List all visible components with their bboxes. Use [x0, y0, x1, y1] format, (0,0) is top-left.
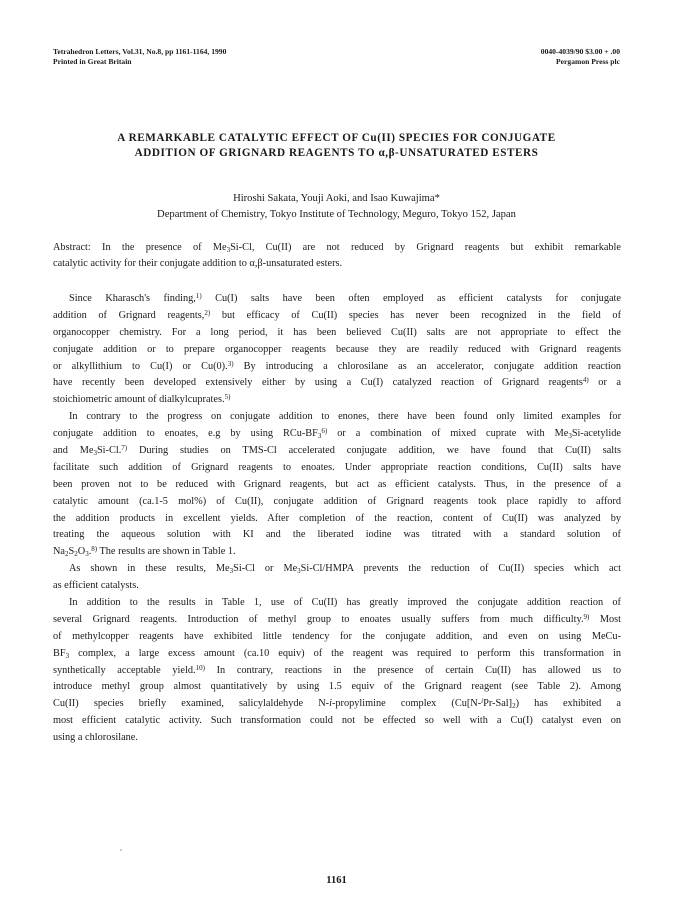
- body-line: been proven not to be reduced with Grignard reagents, but act as efficient catalysts. Thus, in the presence of a: [53, 478, 621, 490]
- journal-citation: Tetrahedron Letters, Vol.31, No.8, pp 1161-1164, 1990: [53, 47, 227, 56]
- body-line: $BF_3$ complex, a large excess amount (ca.10 equiv) of the reagent was required to perform this transformation in: [53, 647, 621, 660]
- body-line: catalytic amount (ca.1-5 mol%) of Cu(II), conjugate addition of Grignard reagents took place rapidly to afford: [53, 495, 621, 507]
- body-line: As shown in these results, $Me_3Si-Cl$ or $Me_3Si-Cl$/HMPA prevents the reduction of Cu(II) species which act: [69, 563, 621, 576]
- affiliation: Department of Chemistry, Tokyo Institute of Technology, Meguro, Tokyo 152, Japan: [157, 209, 516, 220]
- issn-price: 0040-4039/90 $3.00 + .00: [540, 47, 620, 56]
- body-line: Cu(II) species briefly examined, salicylaldehyde N-i-propylimine complex $(Cu[N-^iPr-Sal]_2)$ has exhibited a: [53, 697, 621, 711]
- body-line: Since Kharasch's finding,$^{1)}$ Cu(I) salts have been often employed as efficient catalysts for conjugate: [69, 292, 621, 304]
- body-line: and $Me_3Si-Cl.^{7)}$ During studies on TMS-Cl accelerated conjugate addition, we have found that Cu(II) salts: [53, 444, 621, 458]
- title-line-2: ADDITION OF GRIGNARD REAGENTS TO α,β-UNSATURATED ESTERS: [134, 147, 539, 159]
- body-line: $Na_2S_2O_3.^{8)}$ The results are shown in Table 1.: [53, 545, 236, 559]
- body-line: treating the aqueous solution with KI and the liberated iodine was titrated with a standard solution of: [53, 529, 621, 541]
- body-text: [53, 291, 621, 747]
- running-header-right: [541, 47, 620, 67]
- body-line: organocopper chemistry. For a long period, it has been believed Cu(II) salts are not appropriate to effect the: [53, 326, 621, 338]
- body-line: conjugate addition or to prepare organocopper reagents because they are readily reduced with Grignard reagents: [53, 343, 621, 355]
- running-header-left: [53, 47, 226, 67]
- body-line: or alkyllithium to Cu(I) or Cu(0).$^{3)}$ By introducing a chlorosilane as an accelerator, conjugate addition reaction: [53, 359, 621, 372]
- abstract-line-1: Abstract: In the presence of $Me_3Si-Cl$, Cu(II) are not reduced by Grignard reagents but exhibit remarkable: [53, 242, 621, 254]
- page-number: 1161: [326, 875, 347, 886]
- body-line: introduce methyl group almost quantitatively by using 1.5 equiv of the Grignard reagent (see Table 2). Among: [53, 681, 621, 693]
- printed-location: Printed in Great Britain: [53, 57, 132, 66]
- body-line: using a chlorosilane.: [53, 732, 138, 744]
- body-line: addition of Grignard reagents,$^{2)}$ but efficacy of Cu(II) species has never been recognized in the field of: [53, 308, 621, 321]
- abstract: [53, 240, 621, 271]
- body-line: synthetically acceptable yield.$^{10)}$ In contrary, reactions in the presence of certain Cu(II) has allowed us to: [53, 663, 621, 676]
- authors: Hiroshi Sakata, Youji Aoki, and Isao Kuwajima*: [233, 193, 440, 204]
- article-title: [60, 131, 613, 161]
- body-line: In contrary to the progress on conjugate addition to enones, there have been found only limited examples for: [69, 411, 621, 423]
- title-line-1: A REMARKABLE CATALYTIC EFFECT OF Cu(II) SPECIES FOR CONJUGATE: [117, 132, 556, 144]
- scan-speck: [120, 849, 122, 851]
- body-line: most efficient catalytic activity. Such transformation could not be effected so well with a Cu(I) catalyst even on: [53, 715, 621, 727]
- body-line: In addition to the results in Table 1, use of Cu(II) has greatly improved the conjugate addition reaction of: [69, 597, 621, 609]
- body-line: stoichiometric amount of dialkylcuprates.$^{5)}$: [53, 393, 231, 406]
- body-line: several Grignard reagents. Introduction of methyl group to enoates usually suffers from much difficulty.$^{9)}$ Most: [53, 612, 621, 625]
- body-line: of methylcopper reagents have exhibited little tendency for the conjugate addition, and even on using MeCu-: [53, 630, 621, 642]
- publisher: Pergamon Press plc: [556, 57, 620, 66]
- body-line: have recently been developed extensively either by using a Cu(I) catalyzed reaction of Grignard reagents$^{4)}$ or a: [53, 376, 621, 389]
- body-line: as efficient catalysts.: [53, 580, 139, 592]
- body-line: the addition products in excellent yields. After completion of the reaction, content of Cu(II) was analyzed by: [53, 512, 621, 524]
- body-line: conjugate addition to enoates, e.g by using RCu-$BF_3^{6)}$ or a combination of mixed cuprate with $Me_3Si$-acetylide: [53, 427, 621, 441]
- body-line: facilitate such addition of Grignard reagents to enoates. Under appropriate reaction conditions, Cu(II) salts have: [53, 461, 621, 473]
- abstract-line-2: catalytic activity for their conjugate addition to α,β-unsaturated esters.: [53, 257, 343, 269]
